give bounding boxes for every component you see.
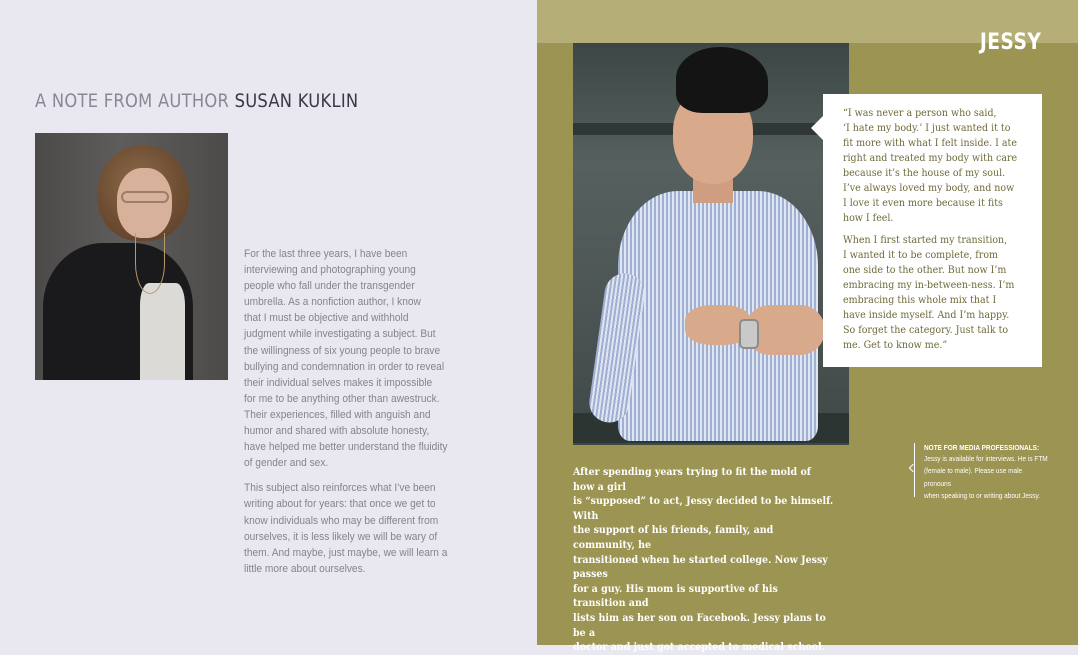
right-page bbox=[537, 0, 1078, 654]
heading-author-name: SUSAN KUKLIN bbox=[234, 90, 359, 112]
quote-pointer bbox=[811, 116, 823, 140]
media-note bbox=[924, 443, 1054, 503]
note-heading bbox=[35, 90, 358, 112]
heading-prefix: A NOTE FROM AUTHOR bbox=[35, 90, 230, 112]
jessy-caption: After spending years trying to fit the mold of how a girl is “supposed” to act, Jessy decided to be himself. With the support of his friends, family, and community, he transitioned when he started college. Now Jessy passes for a guy. His mom is supportive of his transition and lists him as her son on Facebook. Jessy plans to be a doctor and just got accepted to medical school. bbox=[573, 466, 834, 654]
quote-box bbox=[823, 94, 1042, 367]
author-note-text bbox=[244, 246, 465, 586]
subject-name: JESSY bbox=[979, 30, 1041, 55]
author-photo bbox=[35, 133, 228, 380]
author-note-paragraph: This subject also reinforces what I’ve been writing about for years: that once we get to know individuals who may be different from ourselves, it is less likely we will be wary of them. And maybe, just maybe, we will learn a little more about ourselves. bbox=[244, 482, 448, 575]
author-note-paragraph: For the last three years, I have been interviewing and photographing young people who fall under the transgender umbrella. As a nonfiction author, I know that I must be objective and withhold judgment while investigating a subject. But the willingness of six young people to brave bullying and condemnation in order to reveal their individual selves makes it impossible for me to be anything other than awestruck. Their experiences, filled with anguish and humor and shared with absolute honesty, have helped me better understand the fluidity of gender and sex. bbox=[244, 248, 448, 470]
quote-paragraph: When I first started my transition, I wanted it to be complete, from one side to the other. But now I’m embracing my in-between-ness. I’m embracing this whole mix that I have inside myself. And I’m happy. So forget the category. Just talk to me. Get to know me.” bbox=[843, 235, 1015, 351]
left-page bbox=[0, 0, 537, 645]
media-note-body: Jessy is available for interviews. He is FTM (female to male). Please use male pronouns when speaking to or writing about Jessy. bbox=[924, 454, 1048, 501]
quote-paragraph: “I was never a person who said, ‘I hate my body.’ I just wanted it to fit more with what I felt inside. I ate right and treated my body with care because it’s the house of my soul. I’ve always loved my body, and now I love it even more because it fits how I feel. bbox=[843, 108, 1018, 224]
jessy-photo bbox=[573, 43, 849, 445]
media-note-title: NOTE FOR MEDIA PROFESSIONALS: bbox=[924, 443, 1040, 452]
